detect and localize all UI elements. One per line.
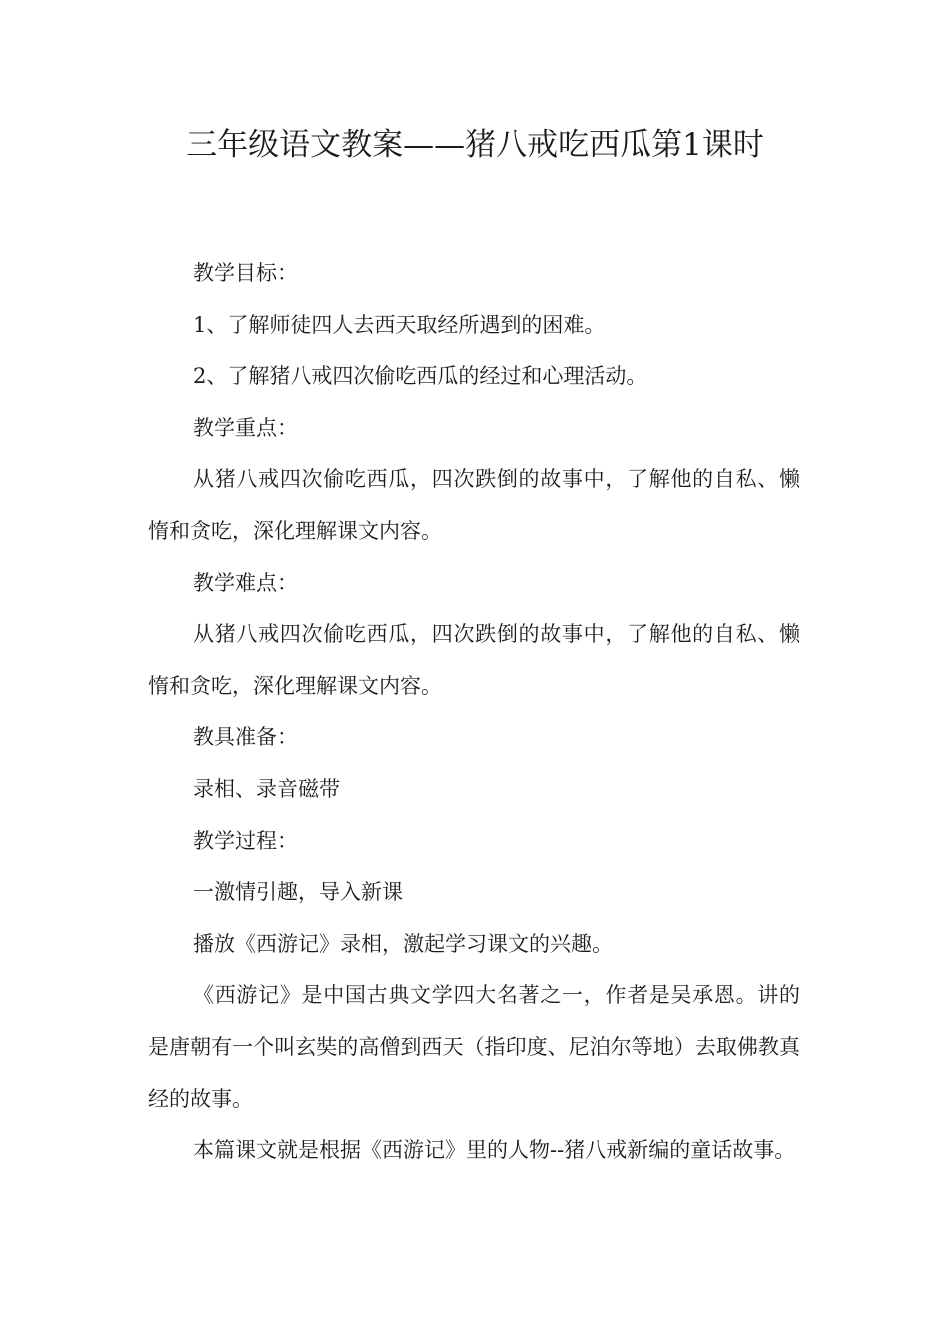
document-title: 三年级语文教案——猪八戒吃西瓜第1课时 bbox=[186, 127, 764, 163]
heading-key-points: 教学重点： bbox=[193, 415, 298, 440]
heading-process: 教学过程： bbox=[193, 828, 298, 853]
process-paragraph: 本篇课文就是根据《西游记》里的人物--猪八戒新编的童话故事。 bbox=[193, 1138, 796, 1163]
process-paragraph: 播放《西游记》录相，激起学习课文的兴趣。 bbox=[193, 931, 613, 956]
goal-item-1: 1、了解师徒四人去西天取经所遇到的困难。 bbox=[193, 312, 606, 337]
difficulties-text: 从猪八戒四次偷吃西瓜，四次跌倒的故事中，了解他的自私、懒惰和贪吃，深化理解课文内容。 bbox=[148, 622, 800, 698]
process-paragraph: 《西游记》是中国古典文学四大名著之一，作者是吴承恩。讲的是唐朝有一个叫玄奘的高僧到西天（指印度、尼泊尔等地）去取佛教真经的故事。 bbox=[148, 983, 800, 1111]
document-body bbox=[148, 248, 800, 1177]
heading-difficulties: 教学难点： bbox=[193, 570, 298, 595]
key-points-text: 从猪八戒四次偷吃西瓜，四次跌倒的故事中，了解他的自私、懒惰和贪吃，深化理解课文内容。 bbox=[148, 467, 800, 543]
materials-text: 录相、录音磁带 bbox=[193, 776, 340, 801]
heading-materials: 教具准备： bbox=[193, 725, 298, 750]
process-step-1: 一激情引趣，导入新课 bbox=[193, 880, 403, 905]
goal-item-2: 2、了解猪八戒四次偷吃西瓜的经过和心理活动。 bbox=[193, 364, 648, 389]
heading-teaching-goals: 教学目标： bbox=[193, 261, 298, 285]
